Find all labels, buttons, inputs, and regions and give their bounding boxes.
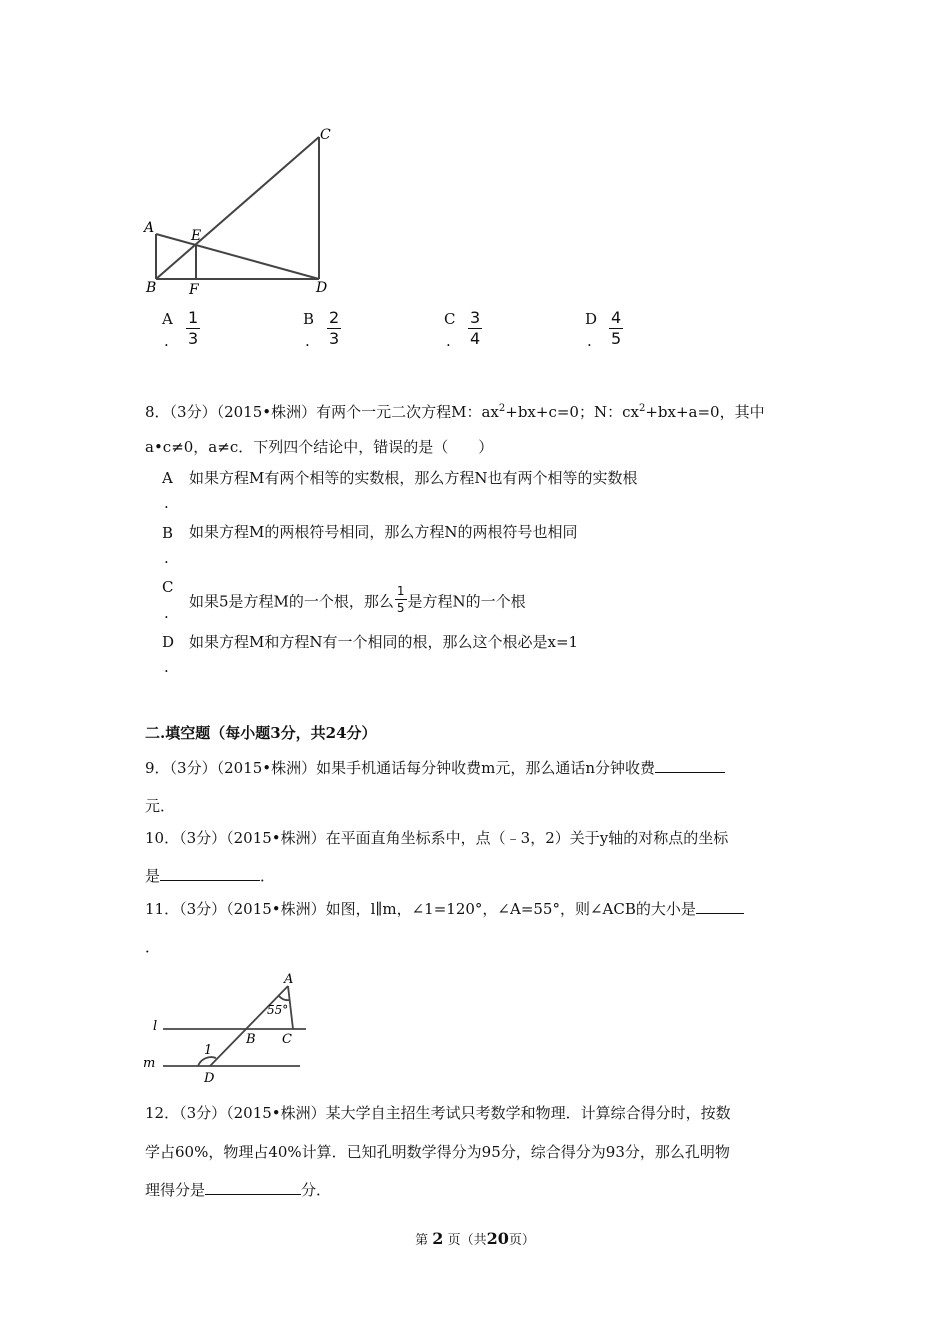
answer-blank[interactable] (696, 899, 744, 914)
option-dot: . (164, 604, 169, 622)
option-text: 如果方程M的两根符号相同，那么方程N的两根符号也相同 (189, 523, 578, 541)
option-dot: . (164, 494, 169, 512)
option-letter: C (444, 310, 456, 328)
q11-stem-cont: ． (145, 938, 161, 956)
label-a: A (144, 220, 155, 236)
figure-triangles (138, 122, 338, 302)
answer-blank[interactable] (205, 1180, 301, 1195)
q12-stem-line2: 学占60%，物理占40%计算．已知孔明数学得分为95分，综合得分为93分，那么孔明物 (145, 1143, 730, 1161)
option-dot: . (305, 332, 310, 350)
section-heading: 二.填空题（每小题3分，共24分） (145, 724, 377, 742)
label-d: D (204, 1071, 215, 1086)
label-55: 55° (267, 1003, 289, 1017)
option-letter: B (162, 524, 174, 542)
label-a: A (284, 972, 294, 987)
seg-bc (156, 137, 319, 279)
option-letter: A (162, 469, 173, 487)
label-b: B (146, 280, 157, 296)
option-letter: A (162, 310, 173, 328)
q8-stem-line1: 8．（3分）（2015•株洲）有两个一元二次方程M：$ax^2+bx+c=0$；N：$cx^2+bx+a=0$，其中 (145, 403, 765, 421)
label-b: B (246, 1032, 256, 1047)
option-letter: B (303, 310, 315, 328)
option-text: 如果方程M和方程N有一个相同的根，那么这个根必是x=1 (189, 633, 579, 651)
label-c: C (320, 127, 331, 143)
option-text: 如果5是方程M的一个根，那么 $\frac{1}{5}$ 是方程N的一个根 (189, 584, 526, 615)
label-d: D (316, 280, 328, 296)
q10-stem-cont: 是 ． (145, 867, 276, 885)
option-letter: D (585, 310, 598, 328)
seg-ac (288, 986, 293, 1029)
label-f: F (189, 282, 199, 298)
answer-blank[interactable] (655, 758, 725, 773)
seg-ad (210, 986, 288, 1066)
fraction: $\frac{1}{3}$ (188, 308, 199, 348)
page-total: 20 (486, 1229, 509, 1248)
label-e: E (191, 228, 202, 244)
option-dot: . (164, 332, 169, 350)
option-dot: . (164, 549, 169, 567)
option-dot: . (446, 332, 451, 350)
option-letter: D (162, 633, 175, 651)
option-letter: C (162, 578, 174, 596)
option-dot: . (587, 332, 592, 350)
label-m: m (143, 1056, 156, 1071)
label-c: C (282, 1032, 292, 1047)
q12-stem-line3: 理得分是 分． (145, 1181, 332, 1199)
fraction: $\frac{2}{3}$ (329, 308, 340, 348)
fraction: $\frac{3}{4}$ (470, 308, 481, 348)
q11-stem: 11．（3分）（2015•株洲）如图，l∥m，∠1=120°，∠A=55°，则∠ACB的大小是 (145, 898, 744, 920)
q12-stem-line1: 12．（3分）（2015•株洲）某大学自主招生考试只考数学和物理．计算综合得分时，按数 (145, 1104, 731, 1122)
label-1: 1 (204, 1043, 213, 1058)
figure-parallel-lines (138, 968, 318, 1090)
page-footer: 第 2 页（共20页） (415, 1229, 535, 1248)
q9-stem: 9．（3分）（2015•株洲）如果手机通话每分钟收费m元，那么通话n分钟收费 (145, 757, 725, 779)
q9-stem-cont: 元． (145, 797, 176, 815)
q10-stem: 10．（3分）（2015•株洲）在平面直角坐标系中，点（﹣3，2）关于y轴的对称点的坐标 (145, 829, 729, 847)
option-text: 如果方程M有两个相等的实数根，那么方程N也有两个相等的实数根 (189, 469, 638, 487)
fraction: $\frac{4}{5}$ (611, 308, 622, 348)
q8-stem-line2: a•c≠0，a≠c．下列四个结论中，错误的是（ ） (145, 438, 494, 456)
page-number: 2 (432, 1229, 444, 1248)
fraction: $\frac{1}{5}$ (396, 584, 405, 615)
option-dot: . (164, 658, 169, 676)
label-l: l (153, 1019, 158, 1034)
answer-blank[interactable] (160, 866, 260, 881)
